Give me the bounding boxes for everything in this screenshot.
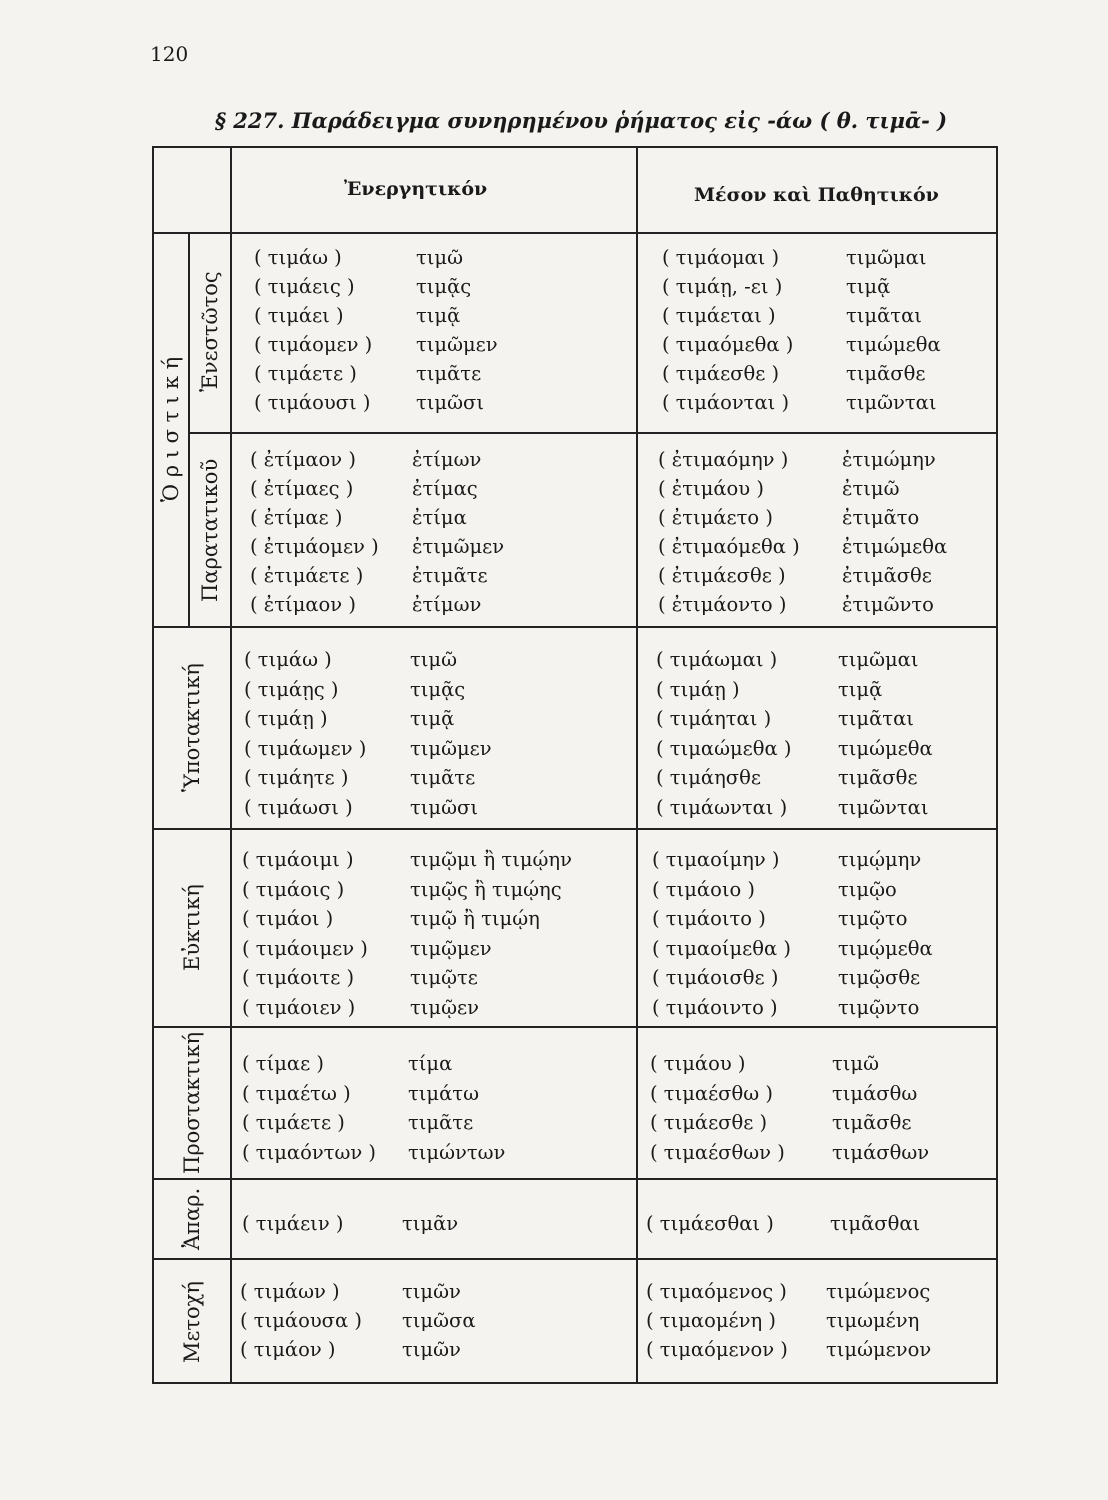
subjunctive-active-contracted-form: τιμᾷ (410, 707, 455, 730)
present-mp-uncontracted-form: ( τιμαόμεθα ) (662, 333, 794, 356)
imperative-mp-uncontracted-form: ( τιμάου ) (650, 1052, 746, 1075)
label-imperfect: Παρατατικοῦ (198, 458, 222, 602)
present-active-uncontracted-form: ( τιμάει ) (254, 304, 344, 327)
subjunctive-active-uncontracted-form: ( τιμάω ) (244, 648, 332, 671)
present-active-contracted-form: τιμῶ (416, 246, 464, 269)
infinitive-mp-contracted-form: τιμᾶσθαι (830, 1212, 921, 1235)
imperfect-mp-contracted-form: ἐτιμώμην (842, 448, 936, 471)
imperfect-active-contracted-form: ἐτίμας (412, 477, 478, 500)
present-mp-contracted-form: τιμᾷ (846, 275, 891, 298)
page-number: 120 (150, 42, 189, 66)
subjunctive-mp-contracted-form: τιμῶμαι (838, 648, 919, 671)
present-mp-contracted-form: τιμώμεθα (846, 333, 941, 356)
subjunctive-active-contracted-form: τιμᾷς (410, 677, 466, 701)
imperative-mp-uncontracted-form: ( τιμαέσθων ) (650, 1140, 785, 1164)
optative-active-uncontracted-form: ( τιμάοις ) (242, 877, 345, 901)
optative-active-contracted-form: τιμῷμεν (410, 936, 492, 960)
label-imperative: Προστακτική (180, 1031, 204, 1175)
subjunctive-active-contracted-form: τιμᾶτε (410, 766, 476, 789)
imperfect-mp-uncontracted-form: ( ἐτιμάετο ) (658, 506, 773, 529)
present-active-uncontracted-form: ( τιμάω ) (254, 246, 342, 269)
subjunctive-active-uncontracted-form: ( τιμάωσι ) (244, 795, 353, 819)
imperfect-mp-uncontracted-form: ( ἐτιμάοντο ) (658, 593, 787, 616)
imperfect-active-uncontracted-form: ( ἐτιμάομεν ) (250, 535, 379, 558)
imperative-mp-contracted-form: τιμῶ (832, 1052, 880, 1075)
optative-mp-contracted-form: τιμῴμεθα (838, 936, 933, 960)
optative-active-contracted-form: τιμῷεν (410, 995, 479, 1019)
imperative-active-contracted-form: τιμάτω (408, 1081, 479, 1105)
subjunctive-mp-contracted-form: τιμᾶται (838, 707, 914, 730)
present-active-uncontracted-form: ( τιμάεις ) (254, 275, 355, 298)
subjunctive-mp-contracted-form: τιμᾷ (838, 677, 883, 701)
imperative-active-contracted-form: τιμώντων (408, 1140, 506, 1164)
indicative-subjunctive-divider (154, 626, 996, 628)
optative-active-uncontracted-form: ( τιμάοιμεν ) (242, 936, 368, 960)
present-mp-uncontracted-form: ( τιμάεσθε ) (662, 362, 780, 385)
imperative-active-uncontracted-form: ( τιμάετε ) (242, 1111, 345, 1134)
imperative-mp-uncontracted-form: ( τιμαέσθω ) (650, 1081, 773, 1105)
imperfect-active-contracted-form: ἐτίμων (412, 593, 482, 616)
imperfect-mp-contracted-form: ἐτιμᾶτο (842, 506, 920, 529)
subjunctive-mp-uncontracted-form: ( τιμάωνται ) (656, 795, 788, 819)
infinitive-active-contracted-form: τιμᾶν (402, 1212, 459, 1235)
imperative-active-uncontracted-form: ( τιμαέτω ) (242, 1081, 351, 1105)
imperfect-mp-uncontracted-form: ( ἐτιμάεσθε ) (658, 564, 786, 587)
imperfect-active-uncontracted-form: ( ἐτίμαον ) (250, 593, 356, 616)
imperative-active-uncontracted-form: ( τιμαόντων ) (242, 1140, 377, 1164)
subjunctive-active-uncontracted-form: ( τιμάωμεν ) (244, 736, 367, 760)
optative-mp-uncontracted-form: ( τιμαοίμην ) (652, 848, 780, 871)
participle-active-contracted-form: τιμῶν (402, 1280, 461, 1303)
label-participle: Μετοχή (180, 1281, 204, 1363)
label-subjunctive: Ὑποτακτική (180, 663, 204, 793)
optative-mp-contracted-form: τιμῷο (838, 877, 897, 901)
subjunctive-active-contracted-form: τιμῶσι (410, 795, 478, 819)
optative-mp-contracted-form: τιμῴμην (838, 848, 922, 871)
participle-active-uncontracted-form: ( τιμάον ) (240, 1338, 336, 1361)
imperative-infinitive-divider (154, 1178, 996, 1180)
subjunctive-mp-contracted-form: τιμῶνται (838, 795, 929, 819)
optative-active-contracted-form: τιμῷ ἢ τιμῴη (410, 907, 540, 930)
optative-active-contracted-form: τιμῷτε (410, 966, 478, 989)
present-mp-uncontracted-form: ( τιμάῃ, -ει ) (662, 275, 783, 298)
participle-mp-contracted-form: τιμωμένη (826, 1309, 920, 1332)
imperfect-active-contracted-form: ἐτίμων (412, 448, 482, 471)
imperative-mp-contracted-form: τιμάσθων (832, 1140, 930, 1164)
optative-imperative-divider (154, 1026, 996, 1028)
imperfect-mp-uncontracted-form: ( ἐτιμαόμεθα ) (658, 535, 800, 558)
optative-active-uncontracted-form: ( τιμάοιτε ) (242, 966, 355, 989)
imperfect-mp-contracted-form: ἐτιμῶ (842, 477, 900, 500)
present-mp-contracted-form: τιμᾶται (846, 304, 922, 327)
imperfect-active-contracted-form: ἐτιμᾶτε (412, 564, 488, 587)
participle-mp-contracted-form: τιμώμενος (826, 1280, 931, 1303)
present-active-uncontracted-form: ( τιμάομεν ) (254, 333, 373, 356)
imperative-mp-uncontracted-form: ( τιμάεσθε ) (650, 1111, 768, 1134)
present-mp-uncontracted-form: ( τιμάεται ) (662, 304, 776, 327)
subjunctive-mp-uncontracted-form: ( τιμάηται ) (656, 707, 772, 730)
subjunctive-mp-uncontracted-form: ( τιμάῃ ) (656, 677, 740, 701)
optative-active-contracted-form: τιμῷμι ἢ τιμῴην (410, 848, 572, 871)
present-mp-uncontracted-form: ( τιμάονται ) (662, 391, 790, 414)
participle-mp-uncontracted-form: ( τιμαόμενον ) (646, 1338, 788, 1361)
header-divider (154, 232, 996, 234)
present-mp-contracted-form: τιμῶμαι (846, 246, 927, 269)
optative-mp-uncontracted-form: ( τιμάοιο ) (652, 877, 756, 901)
imperative-mp-contracted-form: τιμᾶσθε (832, 1111, 912, 1134)
optative-mp-contracted-form: τιμῷντο (838, 995, 920, 1019)
present-mp-contracted-form: τιμῶνται (846, 391, 937, 414)
section-heading: § 227. Παράδειγμα συνηρημένου ῥήματος εἰς -άω ( θ. τιμᾱ- ) (215, 108, 948, 133)
optative-mp-uncontracted-form: ( τιμάοισθε ) (652, 966, 779, 989)
subjunctive-active-uncontracted-form: ( τιμάῃ ) (244, 707, 328, 730)
imperfect-active-contracted-form: ἐτίμα (412, 506, 467, 529)
participle-active-contracted-form: τιμῶν (402, 1338, 461, 1361)
present-active-uncontracted-form: ( τιμάετε ) (254, 362, 357, 385)
imperative-active-contracted-form: τίμα (408, 1052, 453, 1075)
present-mp-contracted-form: τιμᾶσθε (846, 362, 926, 385)
infinitive-active-uncontracted-form: ( τιμάειν ) (242, 1212, 344, 1235)
present-active-contracted-form: τιμῶσι (416, 391, 484, 414)
imperfect-active-uncontracted-form: ( ἐτίμαε ) (250, 506, 343, 529)
optative-mp-contracted-form: τιμῷτο (838, 907, 908, 930)
subjunctive-mp-uncontracted-form: ( τιμαώμεθα ) (656, 736, 792, 760)
label-indicative: Ὁ ρ ι σ τ ι κ ή (159, 356, 183, 502)
imperfect-active-uncontracted-form: ( ἐτίμαες ) (250, 477, 354, 500)
subjunctive-active-contracted-form: τιμῶμεν (410, 736, 492, 760)
subjunctive-mp-contracted-form: τιμώμεθα (838, 736, 933, 760)
present-mp-uncontracted-form: ( τιμάομαι ) (662, 246, 780, 269)
optative-active-contracted-form: τιμῷς ἢ τιμῴης (410, 877, 562, 901)
label-present: Ἐνεστῶτος (198, 271, 222, 393)
column-header-active: Ἐνεργητικόν (344, 178, 488, 200)
imperative-active-contracted-form: τιμᾶτε (408, 1111, 474, 1134)
participle-mp-contracted-form: τιμώμενον (826, 1338, 932, 1361)
imperfect-mp-uncontracted-form: ( ἐτιμάου ) (658, 477, 764, 500)
present-active-contracted-form: τιμᾶτε (416, 362, 482, 385)
present-active-contracted-form: τιμῶμεν (416, 333, 498, 356)
participle-active-uncontracted-form: ( τιμάουσα ) (240, 1309, 362, 1332)
present-active-contracted-form: τιμᾷς (416, 275, 472, 298)
participle-mp-uncontracted-form: ( τιμαόμενος ) (646, 1280, 787, 1303)
imperfect-mp-contracted-form: ἐτιμᾶσθε (842, 564, 932, 587)
voice-column-divider (636, 148, 638, 1384)
label-column-divider (230, 148, 232, 1384)
present-imperfect-divider (188, 432, 996, 434)
imperative-active-uncontracted-form: ( τίμαε ) (242, 1052, 324, 1075)
optative-mp-uncontracted-form: ( τιμάοιτο ) (652, 907, 766, 930)
present-active-contracted-form: τιμᾷ (416, 304, 461, 327)
subjunctive-mp-contracted-form: τιμᾶσθε (838, 766, 918, 789)
infinitive-mp-uncontracted-form: ( τιμάεσθαι ) (646, 1212, 774, 1235)
imperfect-mp-uncontracted-form: ( ἐτιμαόμην ) (658, 448, 789, 471)
participle-active-contracted-form: τιμῶσα (402, 1309, 476, 1332)
infinitive-participle-divider (154, 1258, 996, 1260)
optative-active-uncontracted-form: ( τιμάοι ) (242, 907, 334, 930)
imperfect-mp-contracted-form: ἐτιμώμεθα (842, 535, 948, 558)
subjunctive-optative-divider (154, 828, 996, 830)
imperfect-active-uncontracted-form: ( ἐτίμαον ) (250, 448, 356, 471)
imperative-mp-contracted-form: τιμάσθω (832, 1081, 918, 1105)
optative-active-uncontracted-form: ( τιμάοιμι ) (242, 848, 354, 871)
optative-mp-uncontracted-form: ( τιμαοίμεθα ) (652, 936, 791, 960)
subjunctive-active-contracted-form: τιμῶ (410, 648, 458, 671)
subjunctive-active-uncontracted-form: ( τιμάῃς ) (244, 677, 339, 701)
label-optative: Εὐκτική (180, 884, 204, 972)
label-infinitive: Ἀπαρ. (180, 1187, 204, 1251)
participle-active-uncontracted-form: ( τιμάων ) (240, 1280, 340, 1303)
optative-active-uncontracted-form: ( τιμάοιεν ) (242, 995, 356, 1019)
subjunctive-active-uncontracted-form: ( τιμάητε ) (244, 766, 349, 789)
imperfect-active-uncontracted-form: ( ἐτιμάετε ) (250, 564, 364, 587)
subjunctive-mp-uncontracted-form: ( τιμάησθε (656, 766, 761, 789)
optative-mp-uncontracted-form: ( τιμάοιντο ) (652, 995, 778, 1019)
optative-mp-contracted-form: τιμῷσθε (838, 966, 921, 989)
imperfect-mp-contracted-form: ἐτιμῶντο (842, 593, 934, 616)
imperfect-active-contracted-form: ἐτιμῶμεν (412, 535, 505, 558)
subjunctive-mp-uncontracted-form: ( τιμάωμαι ) (656, 648, 778, 671)
conjugation-table (152, 146, 998, 1384)
participle-mp-uncontracted-form: ( τιμαομένη ) (646, 1309, 776, 1332)
present-active-uncontracted-form: ( τιμάουσι ) (254, 391, 371, 414)
column-header-middle-passive: Μέσον καὶ Παθητικόν (694, 184, 939, 206)
